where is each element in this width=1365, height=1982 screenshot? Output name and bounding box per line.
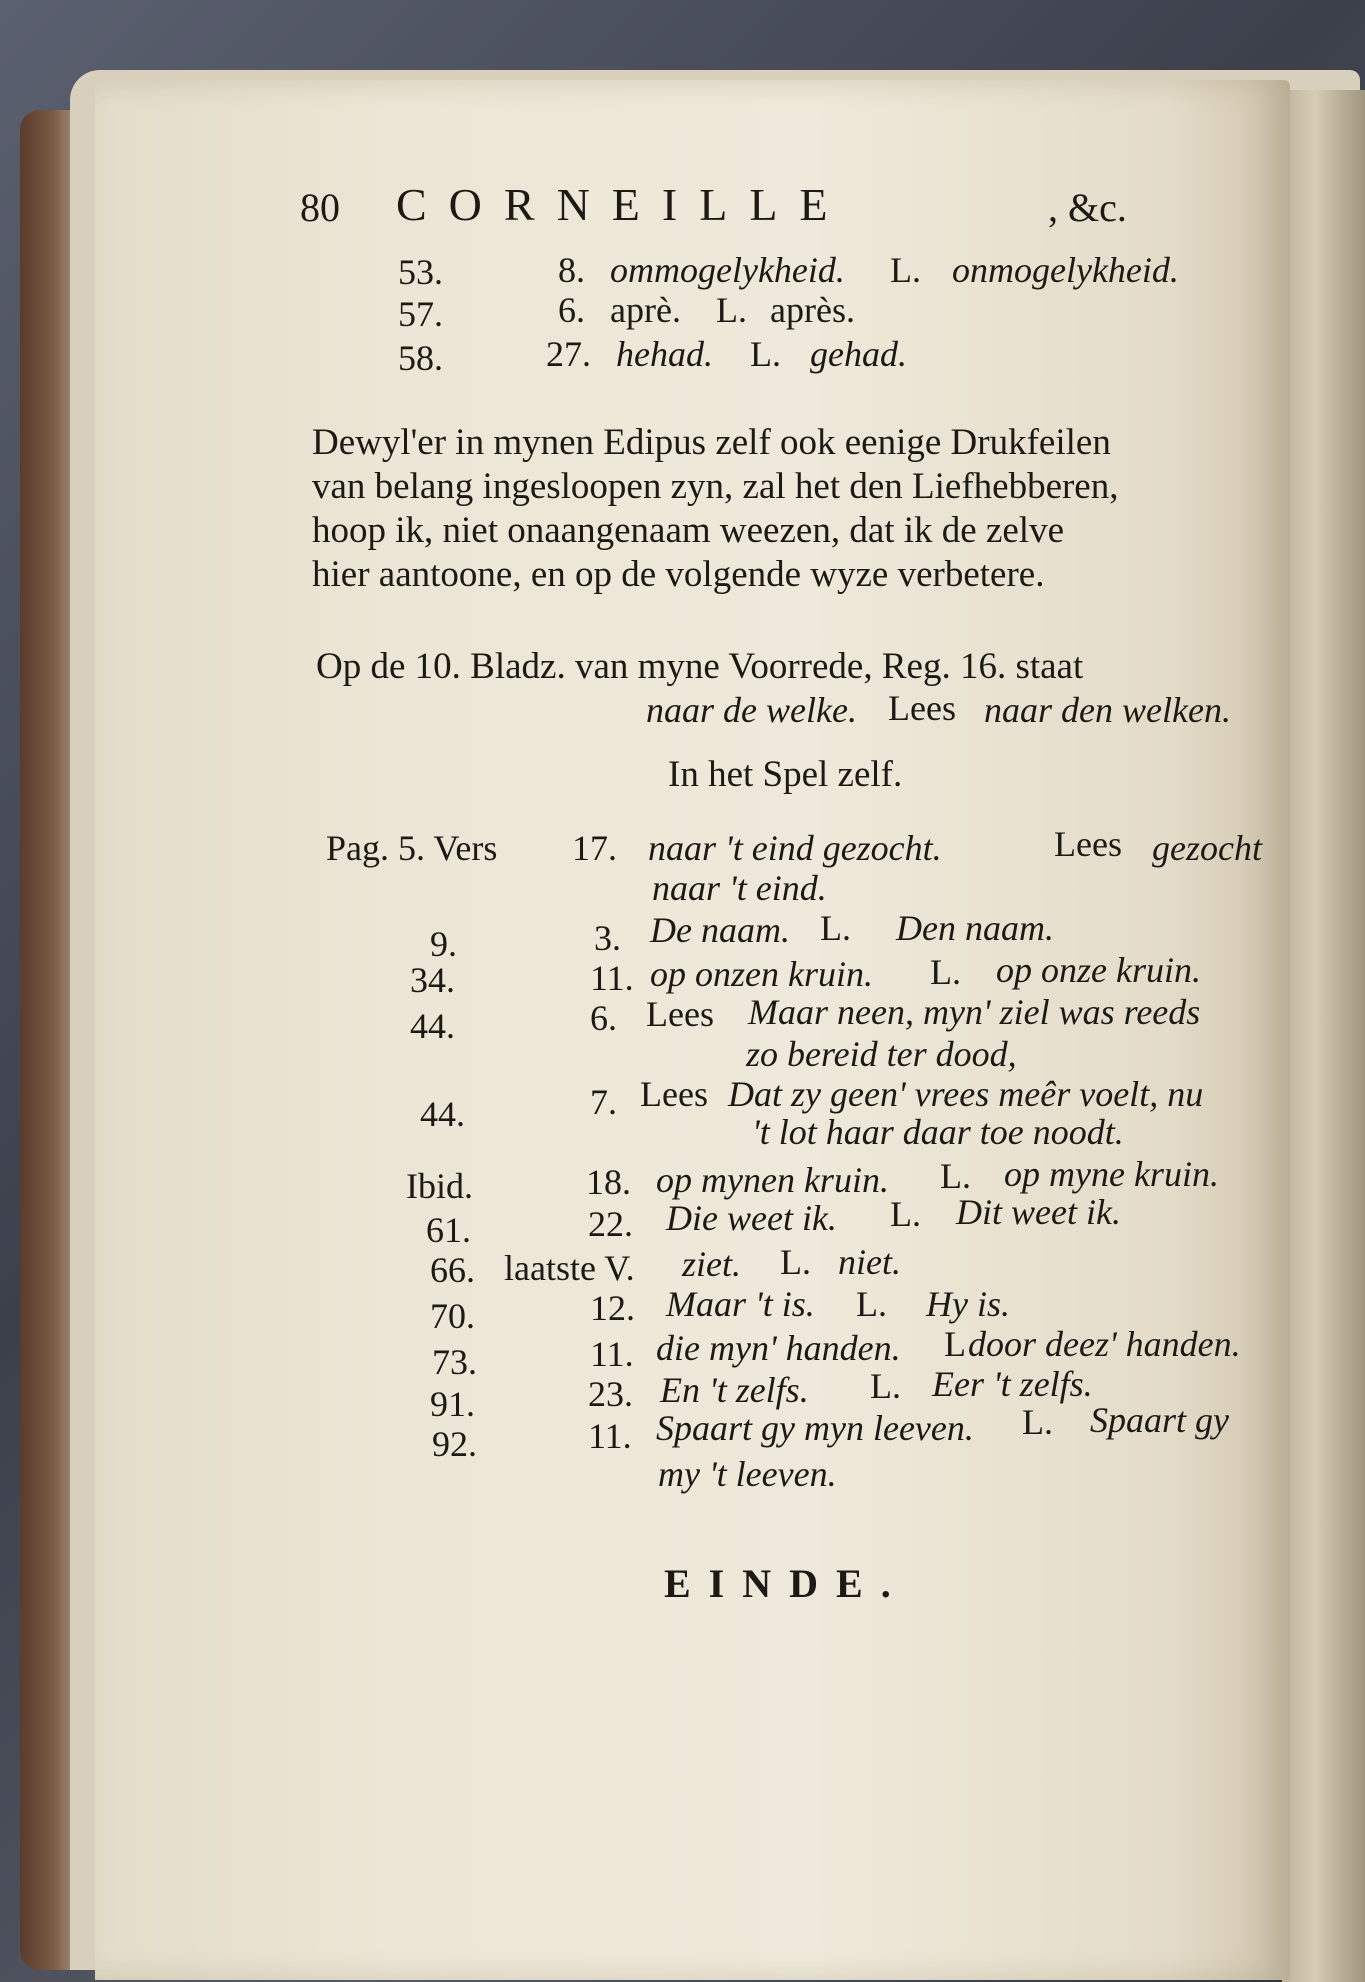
play-errata-page: 66.	[430, 1250, 475, 1290]
play-errata-right-cont: 't lot haar daar toe noodt.	[752, 1112, 1124, 1152]
play-errata-page: 34.	[410, 960, 455, 1000]
play-errata-right-cont: zo bereid ter dood,	[746, 1034, 1017, 1074]
play-errata-wrong: ziet.	[682, 1244, 741, 1284]
running-title: CORNEILLE	[396, 179, 850, 230]
play-errata-wrong: op onzen kruin.	[650, 954, 873, 994]
play-errata-line: 22.	[588, 1204, 633, 1244]
errata-page: 53.	[398, 252, 443, 292]
play-errata-line: laatste V.	[504, 1248, 635, 1288]
section-heading: In het Spel zelf.	[668, 754, 903, 795]
play-errata-lees: Lees	[1054, 824, 1122, 864]
errata-L: L.	[750, 334, 781, 374]
play-errata-L: L.	[930, 952, 961, 992]
play-errata-line: 23.	[588, 1374, 633, 1414]
play-errata-line: 6.	[590, 998, 617, 1038]
play-errata-L: L.	[870, 1366, 901, 1406]
play-errata-right-cont: my 't leeven.	[658, 1454, 837, 1494]
play-errata-line: 3.	[594, 918, 621, 958]
errata-wrong: ommogelykheid.	[610, 250, 845, 290]
play-errata-lees: Lees	[640, 1074, 708, 1114]
paragraph-line: hoop ik, niet onaangenaam weezen, dat ik de zelve	[312, 510, 1065, 551]
play-errata-right: Eer 't zelfs.	[932, 1364, 1093, 1404]
play-errata-right: Spaart gy	[1090, 1400, 1229, 1440]
play-errata-L: L.	[780, 1242, 811, 1282]
errata-right: après.	[770, 290, 855, 330]
facing-page-edge	[1282, 90, 1365, 1982]
errata-page: 57.	[398, 294, 443, 334]
play-errata-wrong: op mynen kruin.	[656, 1160, 889, 1200]
errata-L: L.	[716, 290, 747, 330]
play-errata-right: op onze kruin.	[996, 950, 1201, 990]
preface-errata-right: naar den welken.	[984, 690, 1231, 730]
play-errata-wrong: Maar 't is.	[666, 1284, 815, 1324]
play-errata-L: L.	[856, 1284, 887, 1324]
errata-right: onmogelykheid.	[952, 250, 1179, 290]
play-errata-right: niet.	[838, 1242, 901, 1282]
errata-right: gehad.	[810, 334, 907, 374]
play-errata-wrong: De naam.	[650, 910, 790, 950]
errata-line: 8.	[558, 250, 585, 290]
paragraph-line: hier aantoone, en op de volgende wyze verbetere.	[312, 554, 1045, 595]
play-errata-L: L	[944, 1324, 966, 1364]
play-errata-line: 18.	[586, 1162, 631, 1202]
play-errata-page: 91.	[430, 1384, 475, 1424]
play-errata-right: gezocht	[1152, 828, 1262, 868]
play-errata-pag: Pag. 5. Vers	[326, 828, 498, 868]
play-errata-right: door deez' handen.	[968, 1324, 1241, 1364]
play-errata-line: 11.	[590, 1334, 634, 1374]
play-errata-wrong: Die weet ik.	[666, 1198, 837, 1238]
errata-L: L.	[890, 250, 921, 290]
page-number: 80	[300, 185, 340, 230]
play-errata-line: 11.	[590, 958, 634, 998]
finis-heading: EINDE.	[664, 1561, 909, 1606]
preface-errata-line: Op de 10. Bladz. van myne Voorrede, Reg. 16. staat	[316, 646, 1084, 687]
paragraph-line: van belang ingesloopen zyn, zal het den Liefhebberen,	[312, 466, 1119, 507]
play-errata-page: 44.	[420, 1094, 465, 1134]
errata-wrong: hehad.	[616, 334, 713, 374]
play-errata-right: Maar neen, myn' ziel was reeds	[748, 992, 1201, 1032]
play-errata-L: L.	[1022, 1402, 1053, 1442]
play-errata-page: 44.	[410, 1006, 455, 1046]
play-errata-line: 11.	[588, 1416, 632, 1456]
errata-wrong: aprè.	[610, 290, 681, 330]
play-errata-wrong: En 't zelfs.	[660, 1370, 809, 1410]
preface-errata-wrong: naar de welke.	[646, 690, 857, 730]
play-errata-page: 73.	[432, 1342, 477, 1382]
errata-line: 6.	[558, 290, 585, 330]
play-errata-right: Dit weet ik.	[956, 1192, 1121, 1232]
play-errata-wrong: naar 't eind gezocht.	[648, 828, 942, 868]
play-errata-line: 17.	[572, 828, 617, 868]
play-errata-lees: Lees	[646, 994, 714, 1034]
play-errata-page: Ibid.	[406, 1166, 473, 1206]
running-title-etc: , &c.	[1048, 185, 1127, 230]
play-errata-right: op myne kruin.	[1004, 1154, 1219, 1194]
play-errata-right: Hy is.	[926, 1284, 1010, 1324]
play-errata-right: Den naam.	[896, 908, 1054, 948]
play-errata-L: L.	[820, 908, 851, 948]
play-errata-page: 9.	[430, 924, 457, 964]
play-errata-wrong: Spaart gy myn leeven.	[656, 1408, 974, 1448]
play-errata-L: L.	[890, 1194, 921, 1234]
play-errata-wrong: die myn' handen.	[656, 1328, 901, 1368]
preface-errata-lees: Lees	[888, 688, 956, 728]
errata-page: 58.	[398, 338, 443, 378]
play-errata-page: 70.	[430, 1296, 475, 1336]
errata-line: 27.	[546, 334, 591, 374]
play-errata-line: 12.	[590, 1288, 635, 1328]
play-errata-line: 7.	[590, 1082, 617, 1122]
play-errata-L: L.	[940, 1156, 971, 1196]
play-errata-right-cont: naar 't eind.	[652, 868, 827, 908]
play-errata-page: 61.	[426, 1210, 471, 1250]
paragraph-line: Dewyl'er in mynen Edipus zelf ook eenige Drukfeilen	[312, 422, 1111, 463]
play-errata-page: 92.	[432, 1424, 477, 1464]
play-errata-right: Dat zy geen' vrees meêr voelt, nu	[728, 1074, 1204, 1114]
